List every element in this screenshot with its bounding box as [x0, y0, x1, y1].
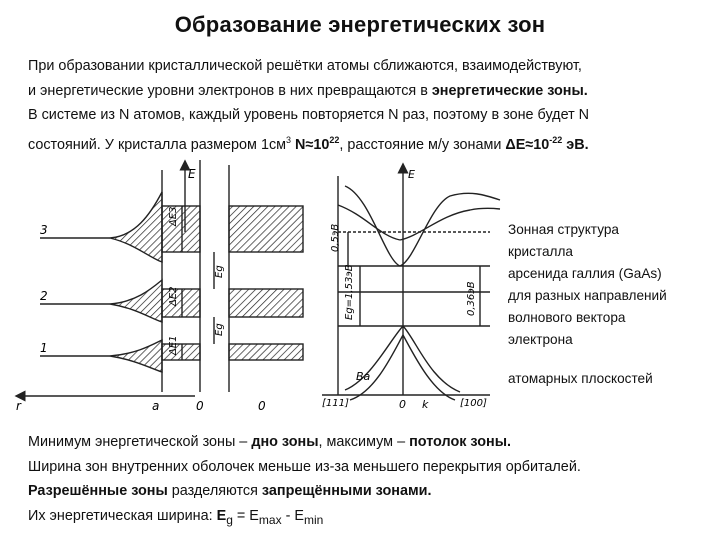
intro-line-1: При образовании кристаллической решётки атомы сближаются, взаимодействуют,	[28, 58, 582, 74]
level-2-label: 2	[40, 289, 48, 303]
level-3-band-right	[229, 206, 303, 252]
intro-sup-3: 3	[286, 134, 292, 145]
delta-e2-label: ΔE2	[168, 286, 179, 306]
bottom-line-4	[28, 504, 708, 532]
term-allowed-bands: Разрешённые зоны	[28, 483, 168, 499]
term-forbidden-bands: запрещёнными зонами.	[261, 483, 432, 499]
caption-line-3: арсенида галлия (GaAs)	[508, 266, 662, 281]
bottom-line-4-text: Их энергетическая ширина:	[28, 507, 217, 524]
level-2-split	[110, 280, 162, 322]
term-band-bottom: дно зоны	[251, 434, 319, 450]
r-axis-label: r	[16, 399, 21, 413]
left-zero-label-2: 0	[258, 399, 266, 413]
intro-term-energy-bands: энергетические зоны.	[431, 82, 588, 99]
formula-sub-g: g	[226, 512, 233, 527]
bottom-line-1-text-2: , максимум –	[318, 434, 410, 450]
delta-e1-label: ΔE1	[168, 335, 179, 355]
intro-paragraph	[28, 54, 700, 157]
va-label: Ва	[356, 370, 371, 383]
caption-line-2: кристалла	[508, 244, 573, 259]
conduction-band-curve	[345, 186, 500, 266]
label-eg: Eg=1,53эВ	[344, 264, 355, 320]
intro-line-2	[28, 79, 700, 104]
caption-line-5: волнового вектора	[508, 310, 626, 325]
level-1-split	[110, 340, 162, 372]
figure-caption	[508, 219, 708, 351]
intro-line-2-text: и энергетические уровни электронов в них превращаются в	[28, 82, 432, 99]
caption-extra: атомарных плоскостей	[508, 371, 653, 386]
bottom-paragraph	[28, 430, 708, 532]
bottom-line-3-text: разделяются	[167, 483, 262, 499]
intro-n-value: N≈10	[291, 136, 330, 153]
level-1-label: 1	[40, 341, 48, 355]
caption-line-4: для разных направлений	[508, 288, 667, 303]
caption-line-1: Зонная структура	[508, 222, 619, 237]
formula-emin: - E	[281, 507, 304, 524]
page-title: Образование энергетических зон	[174, 12, 546, 37]
caption-line-6: электрона	[508, 332, 573, 347]
level-2-band-right	[229, 289, 303, 317]
left-figure	[20, 160, 303, 396]
bottom-line-2: Ширина зон внутренних оболочек меньше из-за меньшего перекрытия орбиталей.	[28, 458, 581, 475]
left-zero-label: 0	[196, 399, 204, 413]
formula-eg: E	[216, 507, 227, 524]
intro-line-4-text: состояний. У кристалла размером 1см	[28, 136, 287, 153]
left-energy-label: E	[188, 167, 196, 181]
formula-sub-min: min	[303, 512, 324, 527]
formula-emax: = E	[232, 507, 259, 524]
right-zero-label: 0	[399, 398, 406, 411]
formula-sub-max: max	[258, 512, 282, 527]
bottom-line-3	[28, 479, 708, 504]
level-3-label: 3	[40, 223, 48, 237]
gap-label-upper: Eg	[214, 265, 225, 278]
level-3-split	[110, 192, 162, 262]
intro-line-3: В системе из N атомов, каждый уровень повторяется N раз, поэтому в зоне будет N	[28, 107, 590, 123]
intro-delta-e: ΔE≈10	[505, 136, 550, 153]
term-band-top: потолок зоны.	[409, 434, 511, 450]
conduction-band-curve-3	[400, 208, 500, 240]
intro-unit-ev: эВ.	[562, 136, 589, 153]
dir-111-label: [111]	[322, 398, 349, 409]
level-1-band-right	[229, 344, 303, 360]
delta-e3-label: ΔE3	[168, 206, 179, 226]
label-0.36ev: 0,36эВ	[466, 281, 477, 316]
k-label: k	[422, 398, 429, 411]
intro-sup-22: 22	[329, 134, 340, 145]
a-label: a	[152, 399, 160, 413]
gap-label-lower: Eg	[214, 323, 225, 336]
bottom-line-1-text: Минимум энергетической зоны –	[28, 434, 252, 450]
label-0.5ev: 0,5эВ	[330, 223, 341, 252]
right-energy-label: E	[408, 168, 415, 181]
intro-sup-minus-22: -22	[549, 134, 563, 145]
bottom-line-1	[28, 430, 708, 455]
dir-100-label: [100]	[460, 398, 487, 409]
intro-line-4-text-2: , расстояние м/у зонами	[339, 136, 506, 153]
